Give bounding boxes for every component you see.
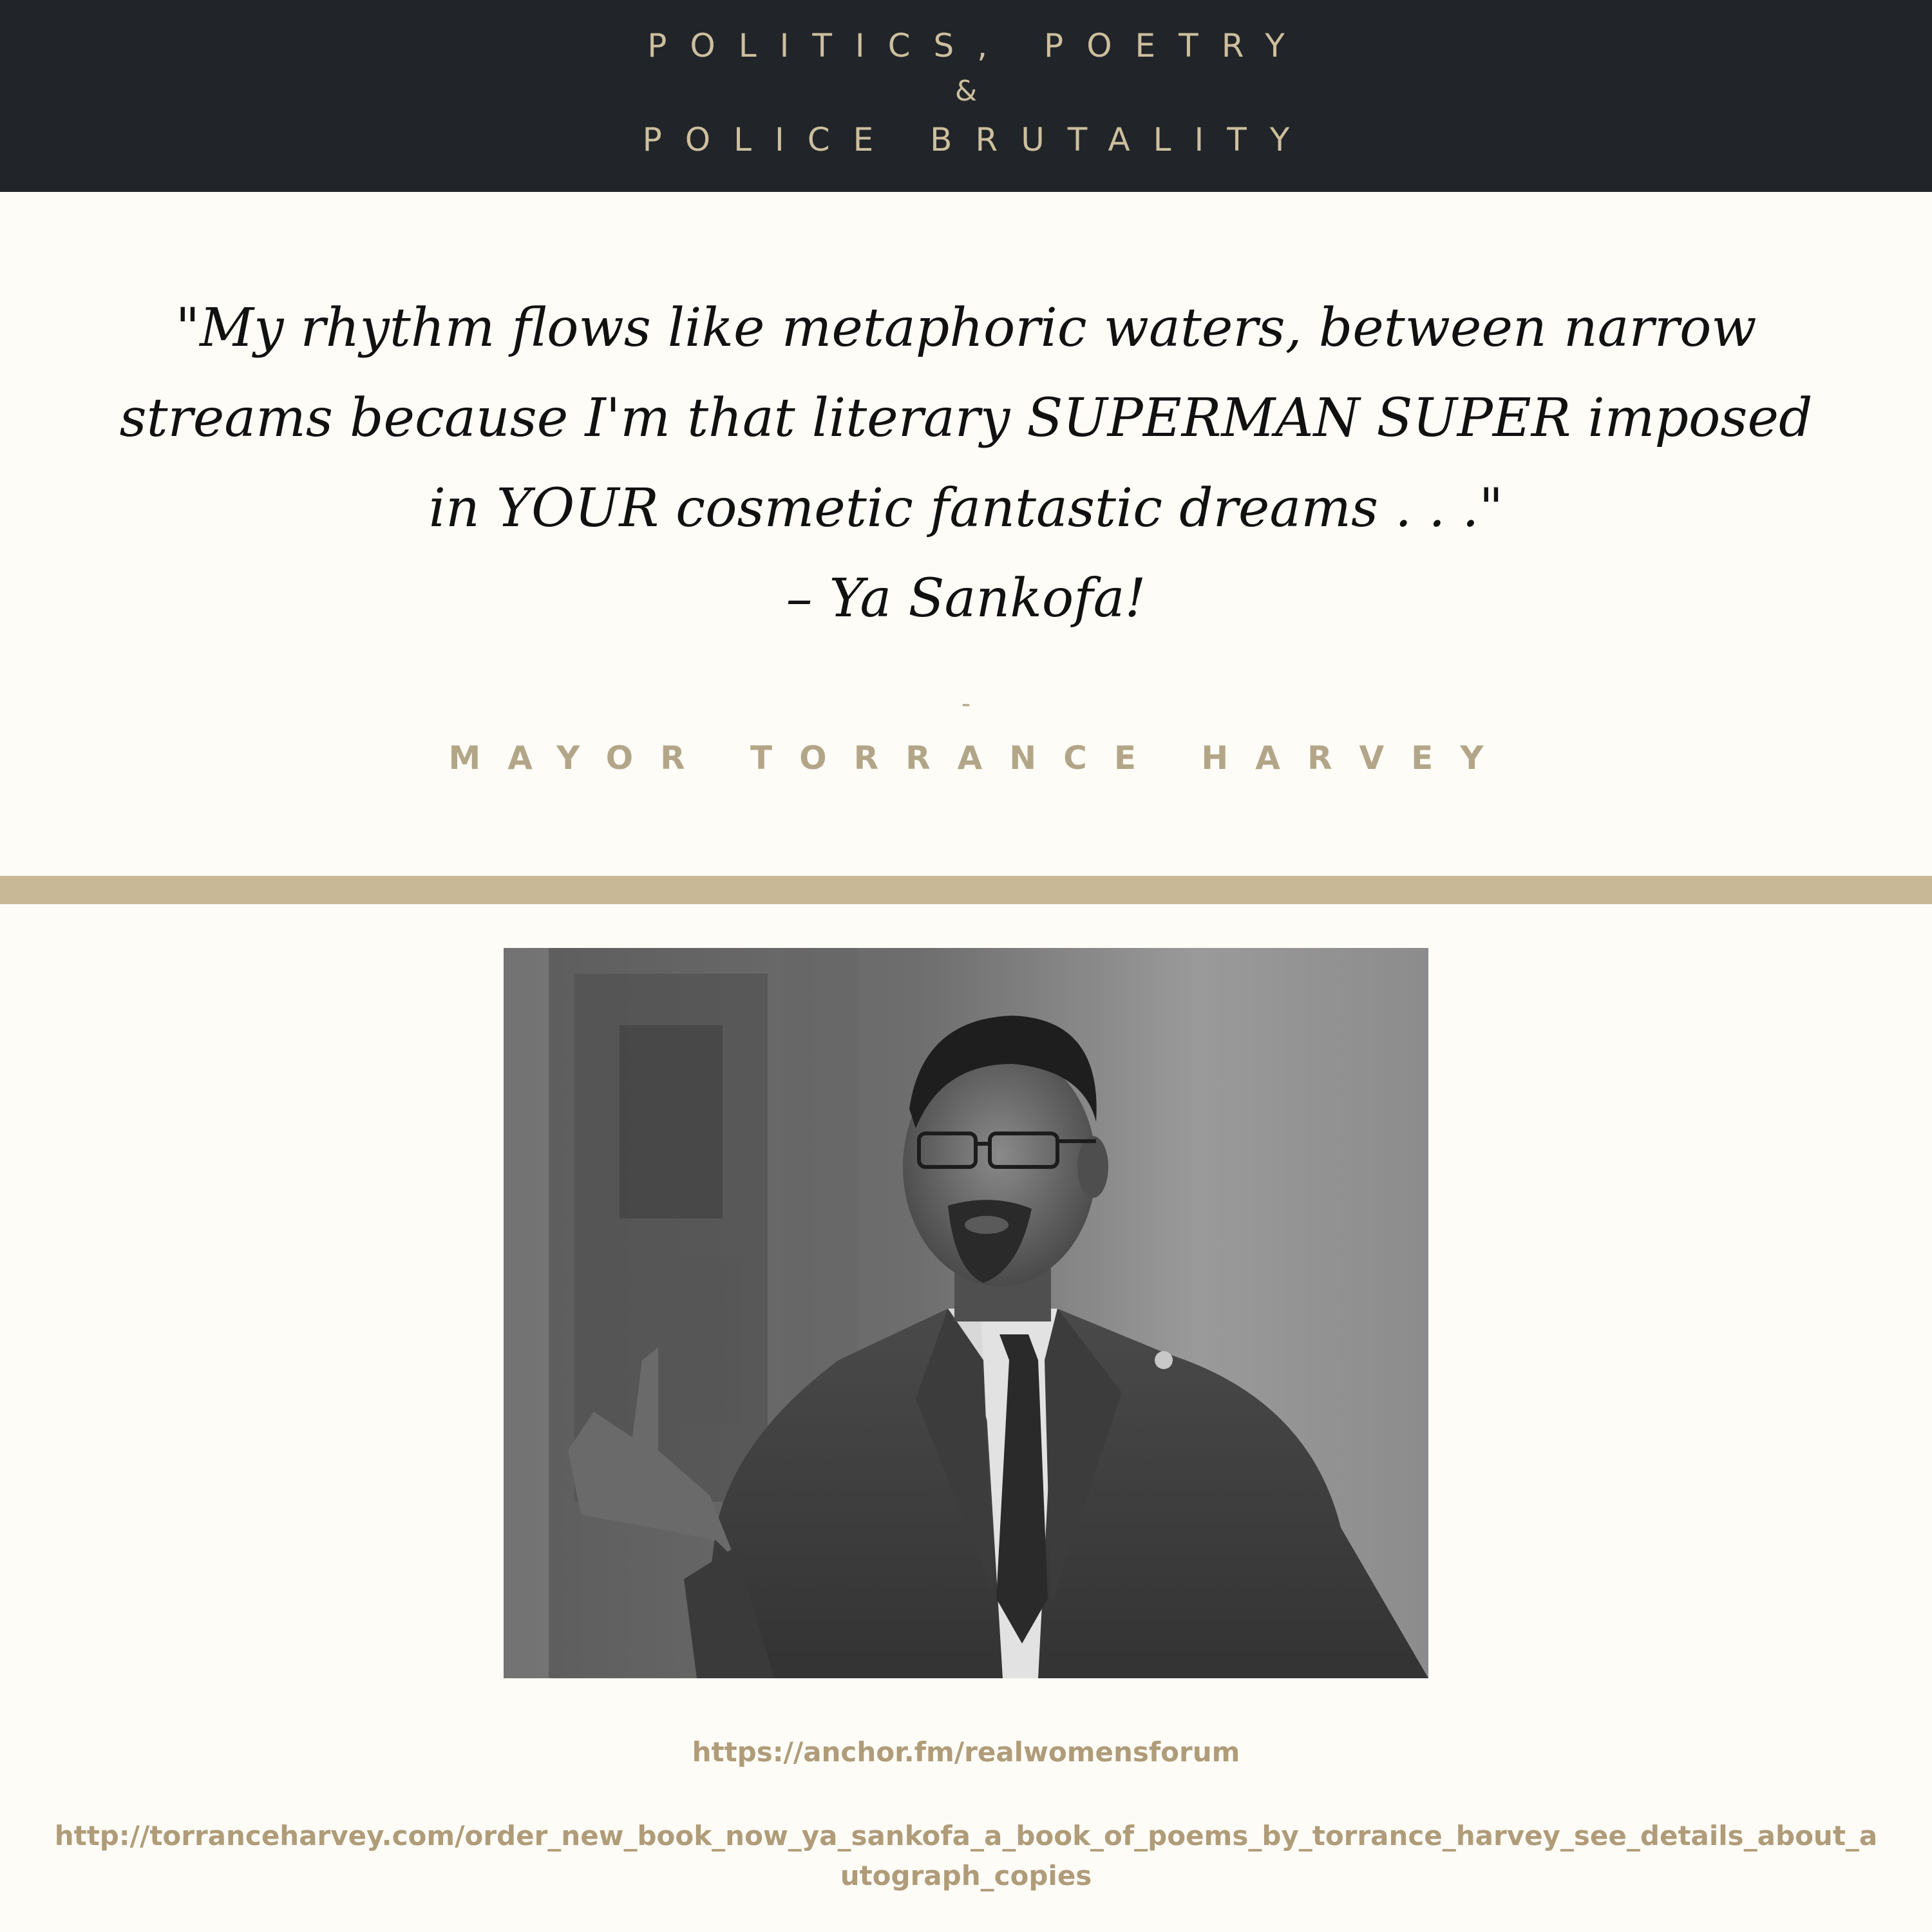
book-link-line-1[interactable]: http://torranceharvey.com/order_new_book_now_ya_sankofa_a_book_of_poems_by_torrance_harvey_see_details_about_a: [54, 1820, 1878, 1852]
quote-attribution: – Ya Sankofa!: [786, 568, 1146, 629]
gold-divider: [0, 876, 1932, 904]
header-banner: [0, 0, 1932, 192]
book-order-link[interactable]: [0, 1816, 1932, 1896]
quote-line-3: in YOUR cosmetic fantastic dreams . . .": [428, 478, 1504, 539]
book-link-line-2[interactable]: utograph_copies: [840, 1860, 1092, 1891]
header-title-line-1: POLITICS, POETRY: [647, 27, 1308, 64]
quote-line-2: streams because I'm that literary SUPERMAN SUPER imposed: [119, 388, 1813, 449]
header-ampersand: &: [954, 75, 978, 108]
portrait-photo: [504, 948, 1428, 1678]
separator-dash: -: [961, 689, 971, 719]
quote-line-1: "My rhythm flows like metaphoric waters, between narrow: [175, 298, 1757, 359]
author-name: MAYOR TORRANCE HARVEY: [448, 739, 1511, 777]
header-title-line-2: POLICE BRUTALITY: [642, 121, 1313, 158]
anchor-link[interactable]: https://anchor.fm/realwomensforum: [692, 1736, 1240, 1768]
quote-block: [0, 283, 1932, 644]
